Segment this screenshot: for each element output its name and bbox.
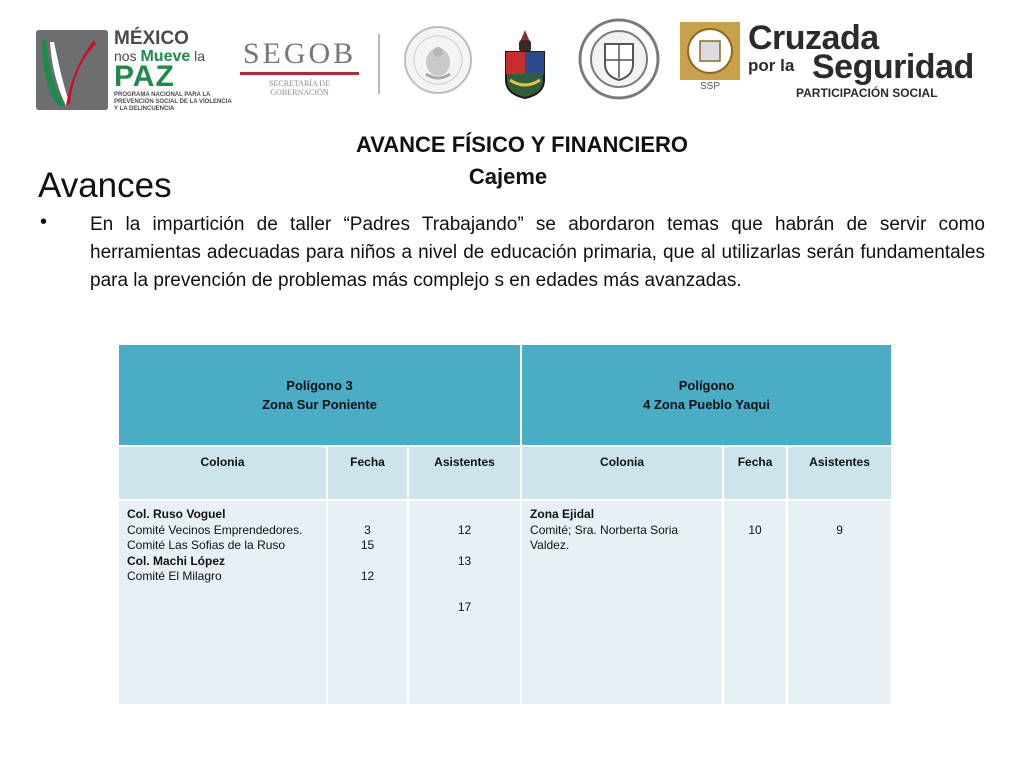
cell-line: 15	[360, 538, 375, 552]
segob-sub2: GOBERNACIÓN	[270, 88, 329, 97]
mexico-logo-tagline: PROGRAMA NACIONAL PARA LA PREVENCIÓN SOCIAL DE LA VIOLENCIA Y LA DELINCUENCIA	[114, 92, 232, 112]
mexico-logo-mueve: Mueve	[140, 48, 191, 65]
cruzada-por-la: por la	[748, 56, 795, 75]
cell-line: Comité El Milagro	[127, 569, 222, 583]
group2-header	[521, 344, 892, 446]
mexico-logo-nos: nos	[114, 48, 137, 64]
cell-line: 12	[360, 569, 375, 583]
body-paragraph: En la impartición de taller “Padres Trabajando” se abordaron temas que habrán de servir como herramientas adecuadas para niños a nivel de educación primaria, que al utilizarlas serán fundamentales para la prevención de problemas más complejo s en edades más avanzadas.	[90, 214, 985, 291]
progress-table	[117, 343, 893, 706]
cell-line: Comité; Sra. Norberta Soria	[530, 522, 679, 537]
column-header-colonia: Colonia	[521, 446, 723, 500]
cell-line	[409, 538, 520, 554]
cell-line: Col. Ruso Voguel	[127, 507, 226, 521]
cell-line	[409, 585, 520, 601]
gobierno-estado-sonora-seal-icon	[578, 18, 660, 100]
cell-line: Zona Ejidal	[530, 507, 595, 521]
bullet-point: •	[40, 211, 48, 233]
cell-line	[409, 507, 520, 523]
table-column-header-row	[118, 446, 892, 500]
cell-line: 10	[748, 522, 762, 537]
cell-line	[328, 507, 407, 523]
cruzada-por-la-seguridad-logo	[748, 20, 978, 102]
g2-asistentes-cell	[787, 500, 892, 705]
g1-fecha-cell	[327, 500, 408, 705]
group1-line1: Polígono 3	[286, 378, 353, 393]
g2-fecha-cell	[723, 500, 787, 705]
g2-colonia-cell	[521, 500, 723, 705]
table-group-header-row	[118, 344, 892, 446]
column-header-colonia: Colonia	[118, 446, 327, 500]
page-subtitle: Cajeme	[468, 164, 548, 189]
page-title: AVANCE FÍSICO Y FINANCIERO	[355, 132, 689, 157]
cell-line: Comité Vecinos Emprendedores.	[127, 522, 303, 537]
cell-line: Valdez.	[530, 538, 570, 552]
group1-header	[118, 344, 521, 446]
mexican-coat-of-arms-seal-icon	[402, 24, 474, 96]
regional-shield-emblem-icon	[502, 28, 548, 100]
table-row	[118, 500, 892, 705]
mexico-logo-line1: MÉXICO	[114, 28, 189, 49]
cruzada-participacion: PARTICIPACIÓN SOCIAL	[796, 86, 938, 100]
section-heading: Avances	[38, 166, 172, 205]
segob-logo	[232, 38, 367, 102]
column-header-asistentes: Asistentes	[787, 446, 892, 500]
cell-line: 13	[457, 553, 472, 568]
segob-divider	[240, 72, 359, 75]
column-header-fecha: Fecha	[723, 446, 787, 500]
cell-line	[328, 554, 407, 570]
segob-sub1: SECRETARÍA DE	[269, 79, 330, 88]
cell-line	[724, 507, 786, 523]
group2-line1: Polígono	[678, 378, 735, 393]
ssp-label: SSP	[699, 81, 720, 92]
cell-line: 9	[836, 522, 843, 537]
cruzada-line1: Cruzada	[748, 19, 879, 57]
cell-line: 3	[364, 522, 371, 537]
column-header-fecha: Fecha	[327, 446, 408, 500]
logo-separator	[378, 34, 380, 94]
cell-line: Comité Las Sofias de la Ruso	[127, 538, 286, 552]
logo-bar	[0, 0, 1024, 120]
mexico-logo-la: la	[194, 48, 206, 64]
cruzada-seguridad: Seguridad	[812, 48, 974, 86]
g1-asistentes-cell	[408, 500, 521, 705]
cell-line	[409, 569, 520, 585]
cell-line: Col. Machi López	[127, 553, 226, 568]
group2-line2: 4 Zona Pueblo Yaqui	[643, 397, 770, 412]
group1-line2: Zona Sur Poniente	[262, 397, 377, 412]
column-header-asistentes: Asistentes	[408, 446, 521, 500]
mexico-flag-emblem-icon	[36, 30, 108, 110]
mexico-nos-mueve-la-paz-logo	[36, 28, 232, 112]
cell-line: 17	[457, 600, 472, 614]
ssp-logo	[680, 22, 740, 96]
cell-line	[788, 507, 891, 523]
segob-name: SEGOB	[242, 37, 357, 70]
g1-colonia-cell	[118, 500, 327, 705]
mexico-logo-paz: PAZ	[114, 60, 175, 93]
cell-line: 12	[457, 522, 472, 537]
